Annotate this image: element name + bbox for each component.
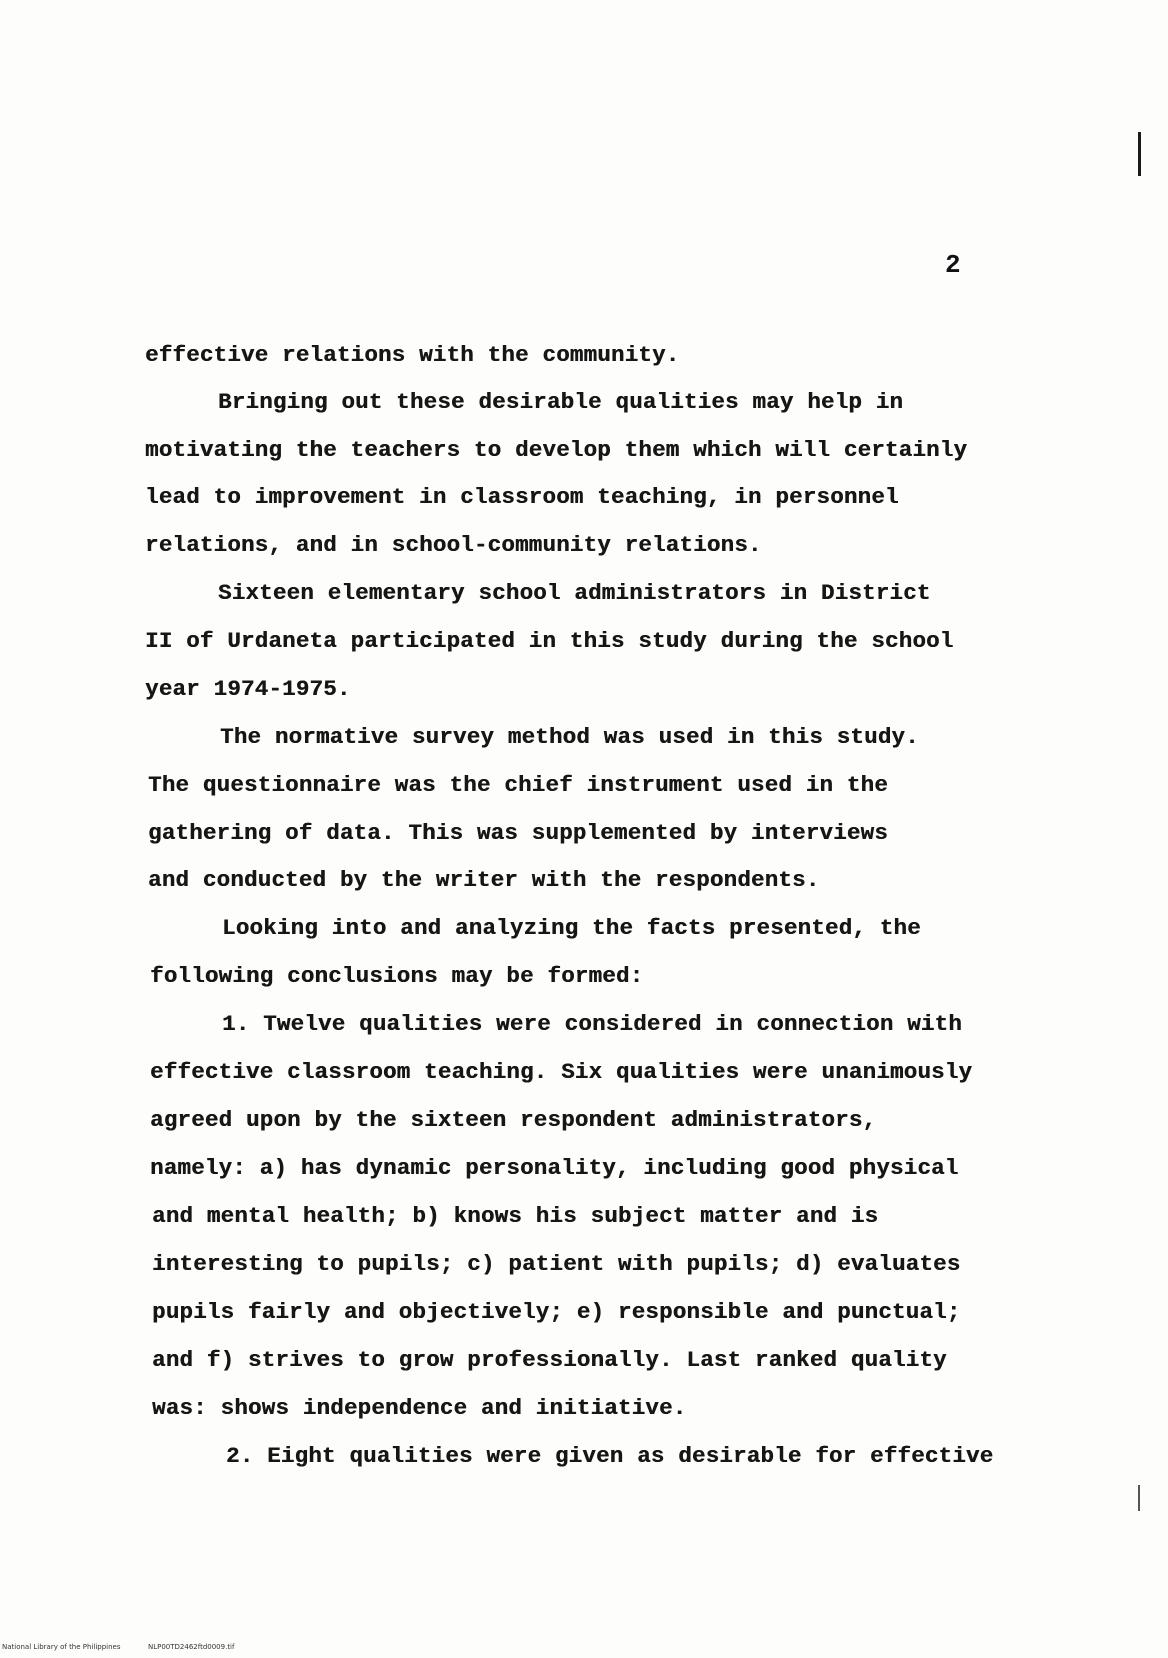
footer-file-name: NLP00TD2462ftd0009.tif [148, 1643, 235, 1651]
margin-mark-bottom [1138, 1485, 1140, 1511]
text-line: motivating the teachers to develop them which will certainly [145, 437, 968, 463]
text-line: Looking into and analyzing the facts presented, the [222, 915, 921, 941]
text-line: effective classroom teaching. Six qualities were unanimously [150, 1059, 973, 1085]
text-line: lead to improvement in classroom teaching, in personnel [145, 484, 899, 510]
text-line: The questionnaire was the chief instrument used in the [148, 772, 888, 798]
text-line: agreed upon by the sixteen respondent administrators, [150, 1107, 877, 1133]
margin-mark-top [1138, 132, 1141, 176]
text-line: year 1974-1975. [145, 676, 351, 702]
text-line: and mental health; b) knows his subject matter and is [152, 1203, 879, 1229]
text-line: and conducted by the writer with the respondents. [148, 867, 820, 893]
text-line: and f) strives to grow professionally. Last ranked quality [152, 1347, 947, 1373]
text-line: following conclusions may be formed: [150, 963, 644, 989]
text-line: The normative survey method was used in this study. [220, 724, 919, 750]
text-line: gathering of data. This was supplemented by interviews [148, 820, 888, 846]
text-line: interesting to pupils; c) patient with pupils; d) evaluates [152, 1251, 961, 1277]
text-line: Sixteen elementary school administrators in District [218, 580, 931, 606]
text-line: II of Urdaneta participated in this study during the school [145, 628, 954, 654]
text-line: 2. Eight qualities were given as desirable for effective [226, 1443, 994, 1469]
text-line: pupils fairly and objectively; e) responsible and punctual; [152, 1299, 961, 1325]
text-line: namely: a) has dynamic personality, including good physical [150, 1155, 959, 1181]
text-line: Bringing out these desirable qualities may help in [218, 389, 904, 415]
text-line: relations, and in school-community relations. [145, 532, 762, 558]
page-number: 2 [945, 250, 961, 280]
text-line: was: shows independence and initiative. [152, 1395, 687, 1421]
text-line: effective relations with the community. [145, 342, 680, 368]
footer-library-name: National Library of the Philippines [2, 1643, 121, 1651]
text-line: 1. Twelve qualities were considered in connection with [222, 1011, 962, 1037]
